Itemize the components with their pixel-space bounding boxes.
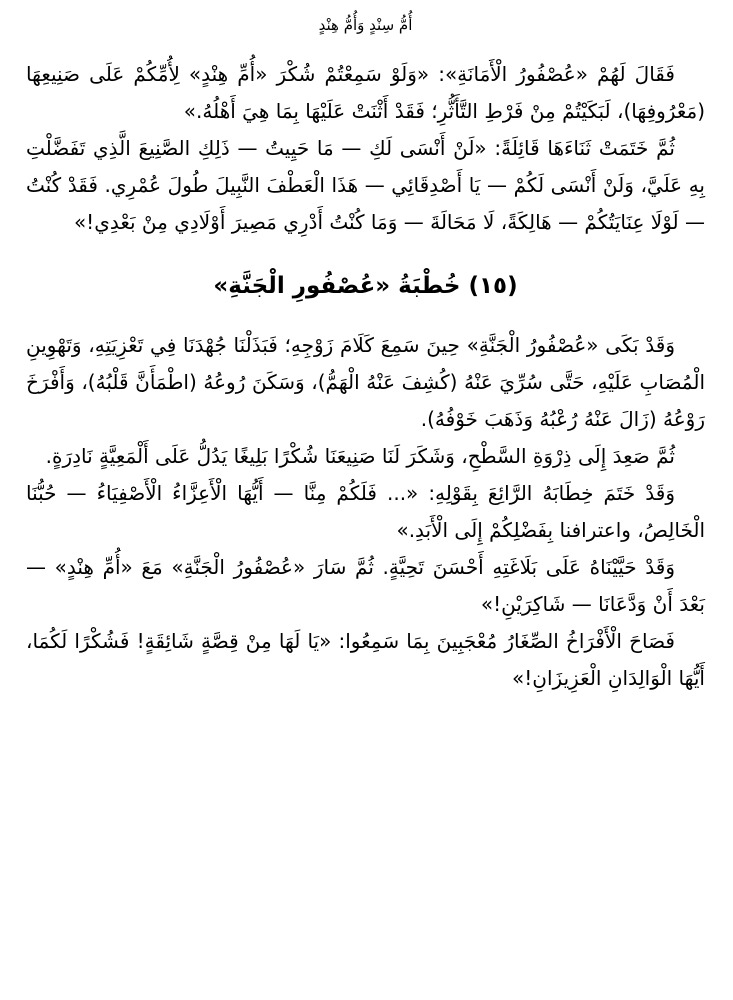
- paragraph: فَقَالَ لَهُمْ «عُصْفُورُ الْأَمَانَةِ»: «وَلَوْ سَمِعْتُمْ شُكْرَ «أُمِّ هِنْدٍ» لِأُمِّكُمْ عَلَى صَنِيعِهَا (مَعْرُوفِهَا)، لَبَكَيْتُمْ مِنْ فَرْطِ التَّأَثُّرِ؛ فَقَدْ أَثْنَتْ عَلَيْهَا بِمَا هِيَ أَهْلُهُ.»: [26, 62, 705, 123]
- paragraph: وَقَدْ حَيَّيْنَاهُ عَلَى بَلَاغَتِهِ أَحْسَنَ تَحِيَّةٍ. ثُمَّ سَارَ «عُصْفُورُ الْجَنَّةِ» مَعَ «أُمِّ هِنْدٍ» — بَعْدَ أَنْ وَدَّعَانَا — شَاكِرَيْنِ!»: [26, 555, 705, 616]
- running-head: أُمُّ سِنْدٍ وَأُمُّ هِنْدٍ: [318, 16, 413, 34]
- paragraph: ثُمَّ خَتَمَتْ ثَنَاءَهَا قَائِلَةً: «لَنْ أَنْسَى لَكِ — مَا حَيِيتُ — ذَلِكِ الصَّنِيعَ الَّذِي تَفَضَّلْتِ بِهِ عَلَيَّ، وَلَنْ أَنْسَى لَكُمْ — يَا أَصْدِقَائِي — هَذَا الْعَطْفَ النَّبِيلَ طُولَ عُمْرِي. فَقَدْ كُنْتُ — لَوْلَا عِنَايَتُكُمْ — هَالِكَةً، لَا مَحَالَةَ — وَمَا كُنْتُ أَدْرِي مَصِيرَ أَوْلَادِي مِنْ بَعْدِي!»: [26, 136, 705, 234]
- paragraph: ثُمَّ صَعِدَ إِلَى ذِرْوَةِ السَّطْحِ، وَشَكَرَ لَنَا صَنِيعَنَا شُكْرًا بَلِيغًا يَدُلُّ عَلَى أَلْمَعِيَّةٍ نَادِرَةٍ.: [45, 444, 675, 468]
- paragraph: وَقَدْ بَكَى «عُصْفُورُ الْجَنَّةِ» حِينَ سَمِعَ كَلَامَ زَوْجِهِ؛ فَبَذَلْنَا جُهْدَنَا فِي تَعْزِيَتِهِ، وَتَهْوِينِ الْمُصَابِ عَلَيْهِ، حَتَّى سُرِّيَ عَنْهُ (كُشِفَ عَنْهُ الْهَمُّ)، وَسَكَنَ رُوعُهُ (اطْمَأَنَّ قَلْبُهُ)، وَأَفْرَخَ رَوْعُهُ (زَالَ عَنْهُ رُعْبُهُ وَذَهَبَ خَوْفُهُ).: [26, 333, 705, 431]
- paragraph: وَقَدْ خَتَمَ خِطَابَهُ الرَّائِعَ بِقَوْلِهِ: «... فَلَكُمْ مِنَّا — أَيُّهَا الْأَعِزَّاءُ الْأَصْفِيَاءُ — حُبُّنَا الْخَالِصُ، واعترافنا بِفَضْلِكُمْ إِلَى الْأَبَدِ.»: [26, 481, 705, 542]
- paragraph: فَصَاحَ الْأَفْرَاخُ الصِّغَارُ مُعْجَبِينَ بِمَا سَمِعُوا: «يَا لَهَا مِنْ قِصَّةٍ شَائِقَةٍ! فَشُكْرًا لَكُمَا، أَيُّهَا الْوَالِدَانِ الْعَزِيزَانِ!»: [26, 629, 705, 690]
- section-heading: (١٥) خُطْبَةُ «عُصْفُورِ الْجَنَّةِ»: [213, 273, 518, 299]
